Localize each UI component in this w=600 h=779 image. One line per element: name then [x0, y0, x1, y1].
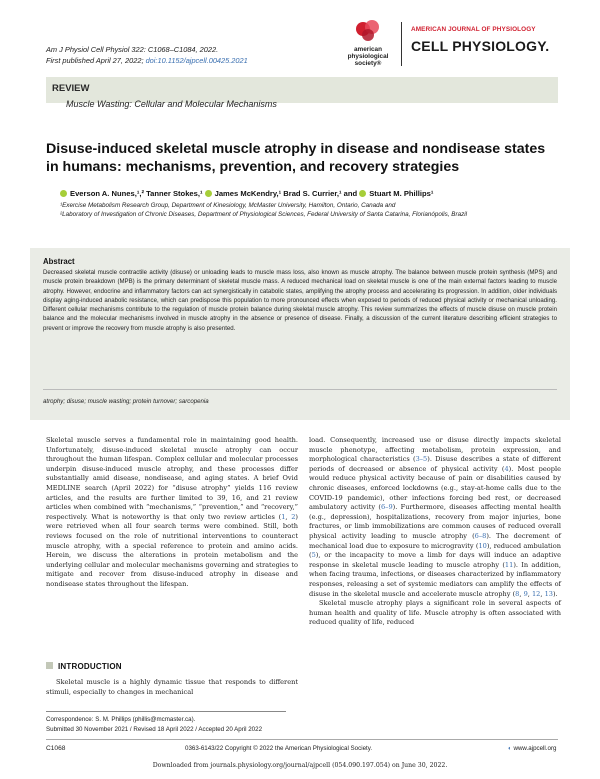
society-name: american physiological society® [347, 46, 389, 67]
author: Everson A. Nunes,¹,² [70, 189, 147, 198]
author: Tanner Stokes,¹ [146, 189, 205, 198]
paragraph: Skeletal muscle serves a fundamental role in maintaining good health. Unfortunately, disuse-induced skeletal muscle atrophy can occur throughout the human lifespan. Complex cellular and molecular processes underpin disuse-induced muscle atrophy, and these processes differ substantially amid disease, nondisease, and aging states. A brief Ovid MEDLINE search (April 2022) for “disuse atrophy” yields 116 review articles, and the results are further limited to 39, 16, and 21 review articles when combined with “mechanisms,” “prevention,” and “recovery,” respectively. What is noteworthy is that only two review articles (1, 2) were retrieved when all four search terms were combined. Still, both reviews focused on the role of nutritional interventions to counteract muscle atrophy, with a special reference to protein and amino acids. Herein, we discuss the alterations in protein metabolism and the underlying cellular and molecular mechanisms governing and strategies to mitigate and recover from disuse-induced atrophy in disease and nondisease states throughout the lifespan. [46, 436, 298, 588]
article-type: REVIEW [52, 83, 90, 94]
download-notice: Downloaded from journals.physiology.org/journal/ajpcell (054.090.197.054) on June 30, 2022. [152, 762, 448, 769]
journal-name: CELL PHYSIOLOGY. [411, 38, 550, 54]
journal-masthead [411, 26, 549, 54]
submission-dates: Submitted 30 November 2021 / Revised 18 April 2022 / Accepted 20 April 2022 [46, 726, 263, 733]
reference-link[interactable]: 13 [544, 589, 553, 598]
author: James McKendry,¹ [214, 189, 284, 198]
reference-link[interactable]: 9 [523, 589, 528, 598]
affiliation: ²Laboratory of Investigation of Chronic Diseases, Department of Physiological Sciences, Federal University of Santa Catarina, Florianópolis, Brazil [60, 211, 468, 218]
article-title: Disuse-induced skeletal muscle atrophy in disease and nondisease states in humans: mechanisms, prevention, and recovery strategies [46, 141, 546, 175]
journal-site-link[interactable]: ◐ www.ajpcell.org [508, 745, 557, 752]
paragraph: Skeletal muscle is a highly dynamic tissue that responds to different stimuli, especially to changes in mechanical [46, 678, 298, 696]
abstract-text: Decreased skeletal muscle contractile activity (disuse) or unloading leads to muscle mass loss, also known as muscle atrophy. The balance between muscle protein synthesis (MPS) and muscle protein breakdown (MPB) is the primary determinant of skeletal muscle mass. A reduced mechanical load on skeletal muscle is one of the main external factors leading to muscle atrophy. However, endocrine and inflammatory factors can act synergistically in catabolic states, amplifying the atrophy process and accelerating its progression. In addition, older individuals display aging-induced anabolic resistance, which can predispose this population to more pronounced effects when exposed to periods of reduced physical activity or mechanical unloading. Different cellular mechanisms contribute to the regulation of muscle protein balance during skeletal muscle atrophy. This review summarizes the effects of muscle disuse on muscle protein balance and the molecular mechanisms involved in muscle atrophy in the absence or presence of disease. Finally, a discussion of the current literature describing efficient strategies to prevent or improve the recovery from muscle atrophy is also presented. [43, 269, 557, 332]
reference-link[interactable]: 3–5 [415, 455, 428, 464]
citation-meta [46, 44, 248, 66]
doi-link[interactable]: doi:10.1152/ajpcell.00425.2021 [145, 56, 248, 65]
reference-link[interactable]: 8 [515, 589, 520, 598]
first-published: First published April 27, 2022; [46, 56, 144, 65]
citation-line: Am J Physiol Cell Physiol 322: C1068–C1084, 2022. [46, 45, 219, 54]
reference-link[interactable]: 5 [311, 551, 316, 560]
reference-link[interactable]: 6–8 [474, 531, 487, 540]
introduction-heading: INTRODUCTION [46, 662, 122, 671]
correspondence-label: Correspondence: [46, 716, 94, 723]
paragraph: Skeletal muscle atrophy plays a significant role in several aspects of human health and quality of life. Muscle atrophy is often associated with reduced quality of life, reduced [309, 599, 561, 627]
introduction-text [46, 678, 298, 697]
first-published-line [46, 55, 248, 66]
reference-link[interactable]: 10 [478, 541, 487, 550]
author-list [60, 189, 560, 198]
heading-square-icon [46, 662, 53, 669]
abstract-heading: Abstract [43, 257, 75, 266]
reference-link[interactable]: 2 [291, 512, 296, 521]
section-title: Muscle Wasting: Cellular and Molecular Mechanisms [66, 99, 277, 109]
affiliation: ¹Exercise Metabolism Research Group, Department of Kinesiology, McMaster University, Hamilton, Ontario, Canada and [60, 202, 396, 209]
page-number: C1068 [46, 745, 66, 752]
keywords-divider [43, 389, 557, 390]
journal-super: AMERICAN JOURNAL OF PHYSIOLOGY [411, 26, 536, 33]
reference-link[interactable]: 1 [281, 512, 286, 521]
right-column [309, 436, 561, 628]
correspondence [46, 715, 195, 724]
reference-link[interactable]: 6–9 [380, 503, 393, 512]
orcid-icon[interactable] [205, 190, 212, 197]
correspondence-text: S. M. Phillips (phillis@mcmaster.ca). [95, 716, 196, 723]
abstract-box [30, 248, 570, 420]
reference-link[interactable]: 11 [504, 560, 514, 569]
header-divider [401, 22, 402, 66]
footnote-divider [46, 711, 286, 712]
left-column-intro [46, 436, 298, 590]
globe-icon: ◐ [508, 745, 512, 752]
paragraph: load. Consequently, increased use or disuse directly impacts skeletal muscle phenotype, affecting metabolism, protein expression, and morphological characteristics (3–5). Disuse describes a state of different periods of decreased or absence of physical activity (4). Most people would reduce physical activity because of pain or disabilities caused by chronic diseases, enforced lockdowns (e.g., stay-at-home calls due to the COVID-19 pandemic), other infections forcing bed rest, or decreased ambulatory activity (6–9). Furthermore, diseases affecting mental health (e.g., depression), hospitalizations, recovery from major injuries, bone fractures, or limb immobilizations are common causes of reduced overall physical activity leading to muscle atrophy (6–8). The decrement of mechanical load due to exposure to microgravity (10), reduced ambulation (5), or the incapacity to move a limb for days will induce an adaptive response in skeletal muscle leading to muscle atrophy (11). In addition, when facing trauma, infections, or diseases characterized by inflammatory responses, releasing a set of systemic mediators can amplify the effects of disuse in the skeletal muscle and accelerate muscle atrophy (8, 9, 12, 13). [309, 436, 562, 598]
copyright: 0363-6143/22 Copyright © 2022 the American Physiological Society. [185, 745, 373, 752]
author: Brad S. Currier,¹ and [283, 189, 360, 198]
keywords: atrophy; disuse; muscle wasting; protein turnover; sarcopenia [43, 398, 209, 405]
author: Stuart M. Phillips¹ [369, 189, 434, 198]
aps-logo-icon [354, 18, 382, 44]
reference-link[interactable]: 12 [531, 589, 541, 598]
orcid-icon[interactable] [60, 190, 67, 197]
footer-divider [46, 739, 558, 740]
orcid-icon[interactable] [359, 190, 366, 197]
reference-link[interactable]: 4 [504, 464, 509, 473]
aps-logo [340, 18, 400, 68]
